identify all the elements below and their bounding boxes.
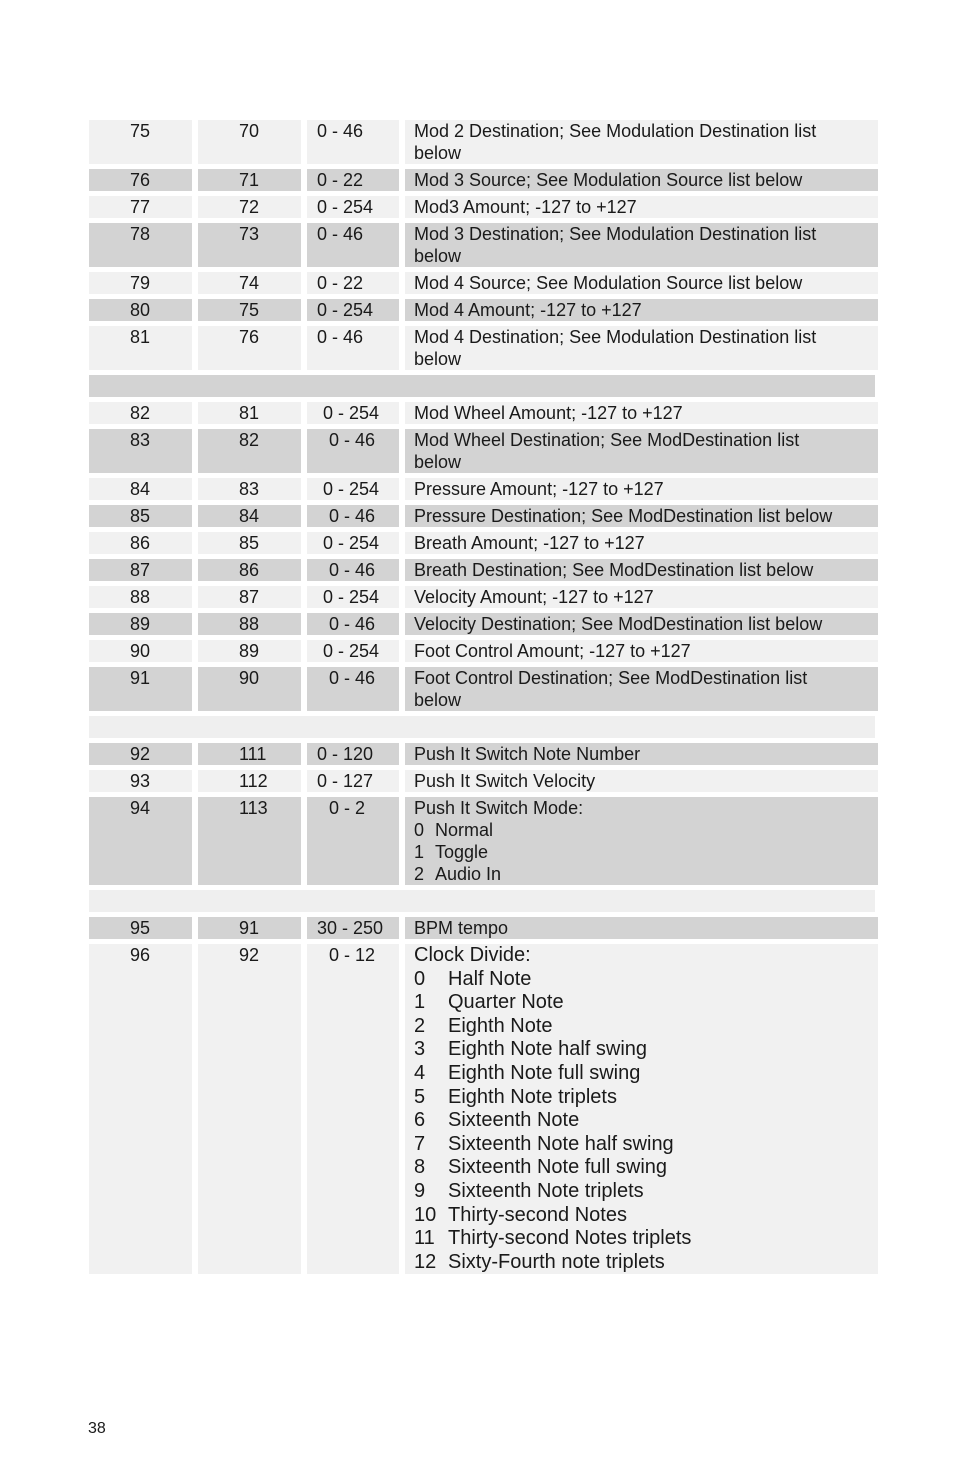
value-range: 0 - 46 [307,667,399,711]
description-line: Push It Switch Velocity [414,771,596,791]
table-row [89,478,878,500]
option-label: Sixteenth Note [448,1109,580,1132]
table-row [89,797,878,885]
description [405,586,878,608]
table-row [89,429,878,473]
parameter-number: 112 [198,770,301,792]
option-label: Audio In [435,864,502,884]
option-value: 3 [414,1038,426,1061]
description [405,272,878,294]
description [405,944,878,1274]
option-value: 4 [414,1061,426,1084]
value-range: 0 - 254 [307,532,399,554]
table-row [89,196,878,218]
description-line: Mod 4 Amount; -127 to +127 [414,300,642,320]
value-range: 0 - 22 [307,169,399,191]
value-range: 0 - 46 [307,326,399,370]
clock-divide-option [414,1156,878,1180]
option-value: 9 [414,1179,426,1202]
option-label: Eighth Note half swing [448,1038,648,1061]
option-value: 6 [414,1109,426,1132]
parameter-number: 73 [198,223,301,267]
parameter-number: 88 [198,613,301,635]
clock-divide-option [414,1015,878,1039]
section-spacer [89,375,878,397]
nrpn-number: 83 [89,429,192,473]
table-row [89,586,878,608]
description-line: Push It Switch Note Number [414,744,641,764]
clock-divide-option [414,1038,878,1062]
description-line: Mod 4 Destination; See Modulation Destination list [414,327,817,347]
description [405,223,878,267]
description-line: below [414,349,462,369]
table-row [89,613,878,635]
nrpn-number: 91 [89,667,192,711]
nrpn-number: 93 [89,770,192,792]
value-range: 0 - 120 [307,743,399,765]
option-label: Normal [435,820,494,840]
option-label: Eighth Note full swing [448,1061,641,1084]
page-number: 38 [88,1420,106,1437]
spacer-bar [89,716,875,738]
table-row [89,120,878,164]
nrpn-number: 92 [89,743,192,765]
nrpn-number: 95 [89,917,192,939]
value-range: 0 - 12 [307,944,399,1274]
description [405,613,878,635]
nrpn-number: 78 [89,223,192,267]
parameter-number: 81 [198,402,301,424]
value-range: 0 - 127 [307,770,399,792]
clock-divide-option [414,1180,878,1204]
option-label: Toggle [435,842,489,862]
parameter-number: 72 [198,196,301,218]
clock-divide-option [414,1086,878,1110]
option-value: 7 [414,1132,426,1155]
option-label: Eighth Note triplets [448,1085,617,1108]
description-line: Pressure Destination; See ModDestination list below [414,506,833,526]
description [405,120,878,164]
description [405,917,878,939]
nrpn-number: 75 [89,120,192,164]
nrpn-number: 77 [89,196,192,218]
option-value: 11 [414,1227,435,1250]
parameter-number: 92 [198,944,301,1274]
option-value: 2 [414,864,425,884]
section-spacer [89,890,878,912]
clock-divide-option [414,1109,878,1133]
clock-divide-option [414,1133,878,1157]
description [405,797,878,885]
description-line: Foot Control Amount; -127 to +127 [414,641,691,661]
parameter-number: 91 [198,917,301,939]
description [405,640,878,662]
description-line: below [414,690,462,710]
table-row [89,223,878,267]
option-label: Sixteenth Note triplets [448,1179,644,1202]
nrpn-number: 86 [89,532,192,554]
description [405,196,878,218]
option-value: 0 [414,967,426,990]
description-line: Clock Divide: [414,944,531,966]
nrpn-number: 82 [89,402,192,424]
nrpn-number: 79 [89,272,192,294]
table-row [89,917,878,939]
value-range: 0 - 254 [307,586,399,608]
option-label: Thirty-second Notes triplets [448,1227,692,1250]
option-label: Half Note [448,967,532,990]
description-line: Breath Amount; -127 to +127 [414,533,645,553]
table-row [89,640,878,662]
table-row [89,559,878,581]
nrpn-number: 81 [89,326,192,370]
parameter-number: 70 [198,120,301,164]
table-row [89,169,878,191]
parameter-number: 89 [198,640,301,662]
value-range: 0 - 46 [307,559,399,581]
nrpn-number: 94 [89,797,192,885]
parameter-number: 111 [198,743,301,765]
value-range: 0 - 46 [307,613,399,635]
value-range: 0 - 46 [307,505,399,527]
parameter-number: 76 [198,326,301,370]
description [405,429,878,473]
description [405,667,878,711]
parameter-number: 87 [198,586,301,608]
parameter-number: 84 [198,505,301,527]
description-line: Mod 4 Source; See Modulation Source list below [414,273,803,293]
description [405,299,878,321]
description-line: Pressure Amount; -127 to +127 [414,479,664,499]
description-line: Mod 3 Source; See Modulation Source list below [414,170,803,190]
option-value: 0 [414,820,425,840]
description-line: below [414,246,462,266]
description [405,532,878,554]
description-line: Push It Switch Mode: [414,798,584,818]
value-range: 0 - 22 [307,272,399,294]
description [405,505,878,527]
option-line [414,863,878,885]
table-row [89,667,878,711]
table-row [89,770,878,792]
description [405,402,878,424]
description-line: Breath Destination; See ModDestination list below [414,560,814,580]
parameter-number: 75 [198,299,301,321]
spacer-bar [89,375,875,397]
value-range: 0 - 254 [307,196,399,218]
option-label: Sixteenth Note full swing [448,1156,668,1179]
table-row [89,743,878,765]
section-spacer [89,716,878,738]
description [405,169,878,191]
nrpn-number: 88 [89,586,192,608]
parameter-table [89,120,878,1279]
parameter-number: 74 [198,272,301,294]
parameter-number: 90 [198,667,301,711]
description-line: BPM tempo [414,918,509,938]
nrpn-number: 89 [89,613,192,635]
parameter-number: 71 [198,169,301,191]
option-label: Thirty-second Notes [448,1203,627,1226]
option-label: Quarter Note [448,991,564,1014]
option-value: 5 [414,1085,426,1108]
description-line: below [414,143,462,163]
description-line: Mod3 Amount; -127 to +127 [414,197,637,217]
value-range: 0 - 254 [307,478,399,500]
option-value: 2 [414,1014,426,1037]
option-label: Eighth Note [448,1014,553,1037]
spacer-bar [89,890,875,912]
description [405,326,878,370]
clock-divide-option [414,1251,878,1275]
nrpn-number: 87 [89,559,192,581]
description-line: Mod 2 Destination; See Modulation Destination list [414,121,817,141]
clock-divide-option [414,1227,878,1251]
option-value: 10 [414,1203,437,1226]
parameter-number: 113 [198,797,301,885]
table-row [89,532,878,554]
description [405,478,878,500]
table-row [89,402,878,424]
value-range: 0 - 254 [307,402,399,424]
nrpn-number: 84 [89,478,192,500]
value-range: 0 - 46 [307,429,399,473]
option-label: Sixteenth Note half swing [448,1132,674,1155]
description-line: below [414,452,462,472]
value-range: 0 - 254 [307,299,399,321]
value-range: 0 - 2 [307,797,399,885]
option-value: 1 [414,842,425,862]
nrpn-number: 80 [89,299,192,321]
description [405,743,878,765]
value-range: 30 - 250 [307,917,399,939]
description-line: Mod 3 Destination; See Modulation Destination list [414,224,817,244]
nrpn-number: 90 [89,640,192,662]
table-row [89,944,878,1274]
option-value: 1 [414,991,426,1014]
description-line: Foot Control Destination; See ModDestination list [414,668,808,688]
table-row [89,326,878,370]
value-range: 0 - 46 [307,120,399,164]
table-row [89,505,878,527]
option-label: Sixty-Fourth note triplets [448,1250,665,1273]
clock-divide-option [414,1204,878,1228]
value-range: 0 - 46 [307,223,399,267]
clock-divide-option [414,991,878,1015]
value-range: 0 - 254 [307,640,399,662]
description-line: Velocity Amount; -127 to +127 [414,587,654,607]
table-row [89,272,878,294]
parameter-number: 83 [198,478,301,500]
nrpn-number: 96 [89,944,192,1274]
option-value: 8 [414,1156,426,1179]
parameter-number: 86 [198,559,301,581]
nrpn-number: 85 [89,505,192,527]
parameter-number: 82 [198,429,301,473]
nrpn-number: 76 [89,169,192,191]
description [405,770,878,792]
clock-divide-option [414,1062,878,1086]
description-line: Velocity Destination; See ModDestination list below [414,614,823,634]
clock-divide-option [414,968,878,992]
description [405,559,878,581]
description-line: Mod Wheel Destination; See ModDestination list [414,430,800,450]
option-line [414,841,878,863]
description-line: Mod Wheel Amount; -127 to +127 [414,403,683,423]
option-value: 12 [414,1250,437,1273]
parameter-number: 85 [198,532,301,554]
option-line [414,819,878,841]
table-row [89,299,878,321]
